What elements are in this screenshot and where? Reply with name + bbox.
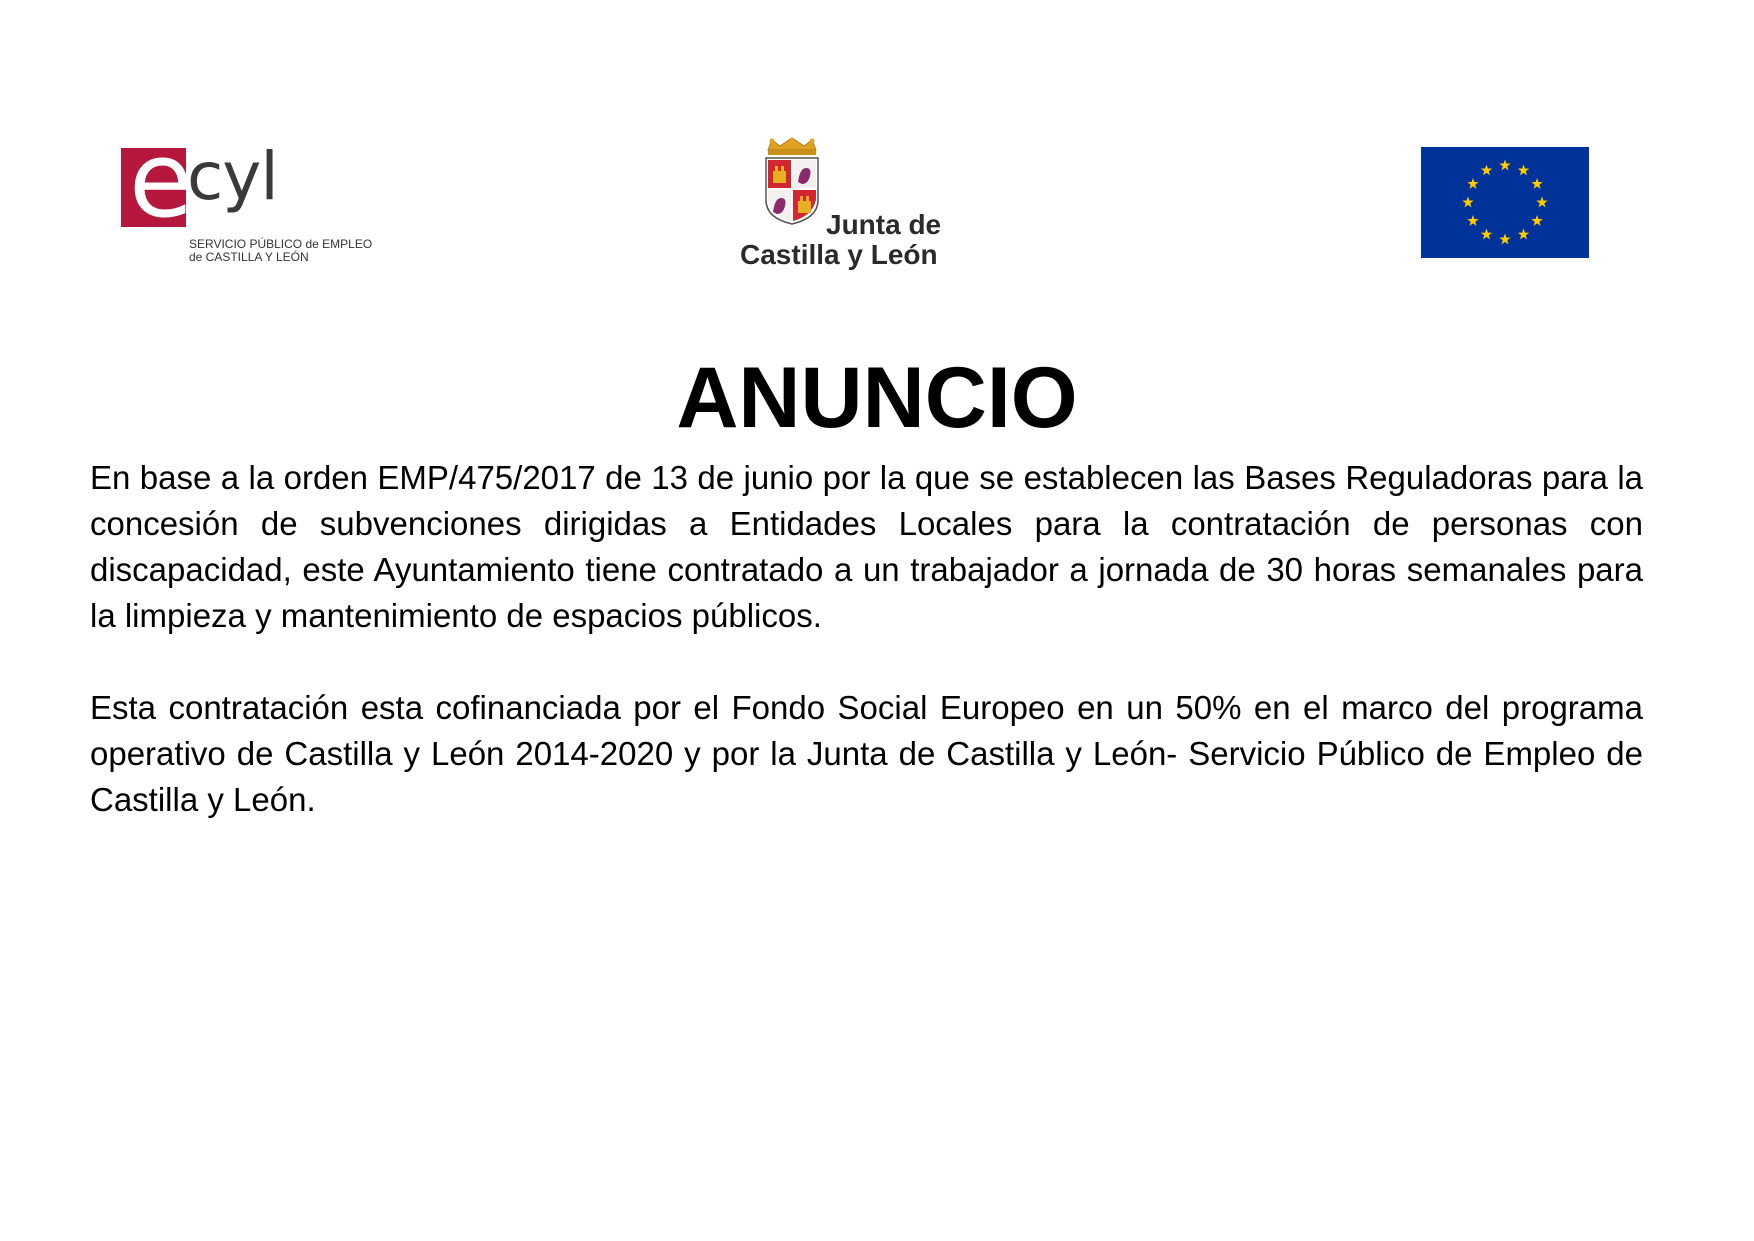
eu-flag-icon bbox=[1421, 147, 1589, 258]
page-title: ANUNCIO bbox=[676, 350, 1078, 446]
junta-logo bbox=[740, 138, 960, 273]
junta-wordmark-line-1: Junta de bbox=[826, 209, 942, 240]
ecyl-logo-subtitle bbox=[189, 238, 372, 264]
ecyl-logo-mark bbox=[121, 119, 193, 241]
ecyl-logo-letter: e bbox=[129, 119, 193, 241]
body-paragraph-2: Esta contratación esta cofinanciada por el Fondo Social Europeo en un 50% en el marco del programa operativo de Castilla y León 2014-2020 y por la Junta de Castilla y León- Servicio Público de Empleo de Castilla y León. bbox=[90, 689, 1643, 818]
body-paragraph-1: En base a la orden EMP/475/2017 de 13 de junio por la que se establecen las Bases Reguladoras para la concesión de subvenciones dirigidas a Entidades Locales para la contratación de personas con discapacidad, este Ayuntamiento tiene contratado a un trabajador a jornada de 30 horas semanales para la limpieza y mantenimiento de espacios públicos. bbox=[90, 459, 1643, 634]
ecyl-logo-wordmark: cyl bbox=[187, 138, 278, 215]
junta-wordmark bbox=[740, 210, 960, 270]
junta-wordmark-line-2: Castilla y León bbox=[740, 239, 938, 270]
ecyl-subtitle-line-1: SERVICIO PÚBLICO de EMPLEO bbox=[189, 237, 373, 251]
ecyl-subtitle-line-2: de CASTILLA Y LEÓN bbox=[189, 250, 309, 264]
ecyl-logo bbox=[121, 119, 373, 273]
